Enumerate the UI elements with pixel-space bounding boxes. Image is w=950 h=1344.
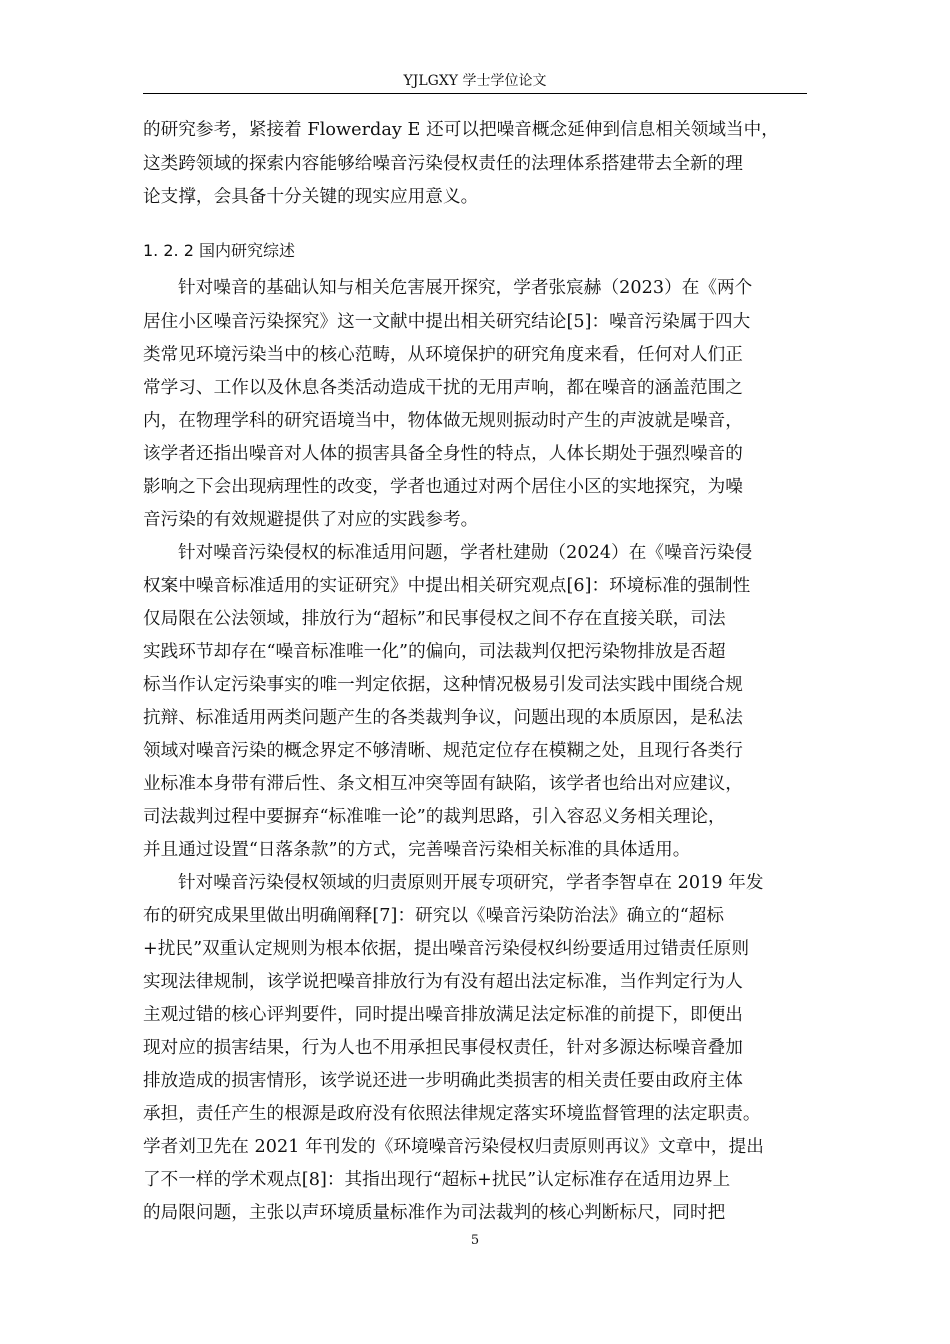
paragraph-line: 布的研究成果里做出明确阐释[7]：研究以《噪音污染防治法》确立的“超标 (143, 906, 725, 926)
paragraph-line: 类常见环境污染当中的核心范畴，从环境保护的研究角度来看，任何对人们正 (143, 345, 743, 365)
paragraph-line: 司法裁判过程中要摒弃“标准唯一论”的裁判思路，引入容忍义务相关理论， (143, 807, 726, 827)
paragraph-line: 针对噪音污染侵权的标准适用问题，学者杜建勋（2024）在《噪音污染侵 (178, 543, 753, 563)
page-header: YJLGXY 学士学位论文 (403, 73, 547, 89)
paragraph-line: 权案中噪音标准适用的实证研究》中提出相关研究观点[6]：环境标准的强制性 (143, 576, 751, 596)
paragraph-line: 承担，责任产生的根源是政府没有依照法律规定落实环境监督管理的法定职责。 (143, 1104, 761, 1124)
page-number: 5 (470, 1233, 480, 1248)
paragraph-line: 现对应的损害结果，行为人也不用承担民事侵权责任，针对多源达标噪音叠加 (143, 1038, 743, 1058)
paragraph-line: 抗辩、标准适用两类问题产生的各类裁判争议，问题出现的本质原因，是私法 (143, 708, 743, 728)
paragraph-line: 仅局限在公法领域，排放行为“超标”和民事侵权之间不存在直接关联，司法 (143, 609, 726, 629)
paragraph-line: +扰民”双重认定规则为根本依据，提出噪音污染侵权纠纷要适用过错责任原则 (143, 939, 750, 959)
paragraph-line: 针对噪音污染侵权领域的归责原则开展专项研究，学者李智卓在 2019 年发 (178, 873, 764, 893)
paragraph-line: 居住小区噪音污染探究》这一文献中提出相关研究结论[5]：噪音污染属于四大 (143, 312, 751, 332)
paragraph-line: 常学习、工作以及休息各类活动造成干扰的无用声响，都在噪音的涵盖范围之 (143, 378, 743, 398)
paragraph-line: 针对噪音的基础认知与相关危害展开探究，学者张宸赫（2023）在《两个 (178, 278, 753, 298)
header-divider (143, 93, 807, 94)
paragraph-line: 标当作认定污染事实的唯一判定依据，这种情况极易引发司法实践中围绕合规 (143, 675, 743, 695)
paragraph-line: 这类跨领域的探索内容能够给噪音污染侵权责任的法理体系搭建带去全新的理 (143, 154, 743, 174)
paragraph-line: 实现法律规制，该学说把噪音排放行为有没有超出法定标准，当作判定行为人 (143, 972, 743, 992)
paragraph-line: 业标准本身带有滞后性、条文相互冲突等固有缺陷，该学者也给出对应建议， (143, 774, 743, 794)
paragraph-line: 影响之下会出现病理性的改变，学者也通过对两个居住小区的实地探究，为噪 (143, 477, 743, 497)
paragraph-line: 音污染的有效规避提供了对应的实践参考。 (143, 510, 479, 530)
paragraph-line: 内，在物理学科的研究语境当中，物体做无规则振动时产生的声波就是噪音， (143, 411, 743, 431)
paragraph-line: 排放造成的损害情形，该学说还进一步明确此类损害的相关责任要由政府主体 (143, 1071, 743, 1091)
paragraph-line: 论支撑，会具备十分关键的现实应用意义。 (143, 187, 479, 207)
paragraph-line: 的局限问题，主张以声环境质量标准作为司法裁判的核心判断标尺，同时把 (143, 1203, 726, 1223)
paragraph-line: 主观过错的核心评判要件，同时提出噪音排放满足法定标准的前提下，即便出 (143, 1005, 743, 1025)
paragraph-line: 实践环节却存在“噪音标准唯一化”的偏向，司法裁判仅把污染物排放是否超 (143, 642, 726, 662)
paragraph-line: 了不一样的学术观点[8]：其指出现行“超标+扰民”认定标准存在适用边界上 (143, 1170, 731, 1190)
paragraph-line: 并且通过设置“日落条款”的方式，完善噪音污染相关标准的具体适用。 (143, 840, 691, 860)
section-heading: 1. 2. 2 国内研究综述 (143, 241, 295, 260)
paragraph-line: 该学者还指出噪音对人体的损害具备全身性的特点，人体长期处于强烈噪音的 (143, 444, 743, 464)
paragraph-line: 学者刘卫先在 2021 年刊发的《环境噪音污染侵权归责原则再议》文章中，提出 (143, 1137, 764, 1157)
paragraph-line: 领域对噪音污染的概念界定不够清晰、规范定位存在模糊之处，且现行各类行 (143, 741, 743, 761)
paragraph-line: 的研究参考，紧接着 Flowerday E 还可以把噪音概念延伸到信息相关领域当中， (143, 120, 779, 140)
